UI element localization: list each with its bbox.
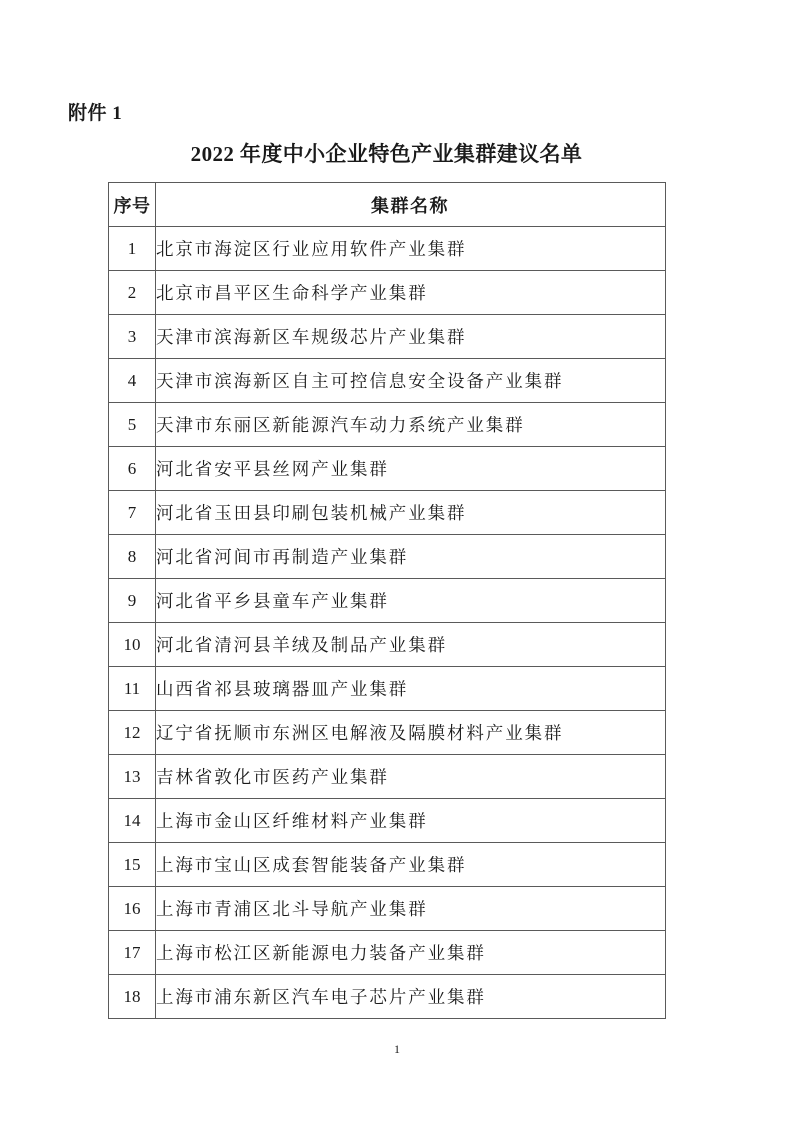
row-number: 16 [123, 898, 141, 918]
cluster-name: 北京市昌平区生命科学产业集群 [156, 282, 428, 303]
table-row [109, 711, 666, 755]
cluster-name-cell [156, 227, 666, 271]
table-row [109, 491, 666, 535]
cluster-name-cell [156, 755, 666, 799]
cluster-name: 辽宁省抚顺市东洲区电解液及隔膜材料产业集群 [156, 722, 564, 743]
cluster-table [108, 182, 666, 1019]
cluster-name-cell [156, 535, 666, 579]
row-number-cell [109, 711, 156, 755]
table-row [109, 403, 666, 447]
table-body [109, 227, 666, 1019]
row-number: 3 [127, 326, 137, 346]
cluster-name-cell [156, 579, 666, 623]
row-number-cell [109, 535, 156, 579]
table-row [109, 623, 666, 667]
cluster-name: 吉林省敦化市医药产业集群 [156, 766, 389, 787]
table-row [109, 755, 666, 799]
row-number: 18 [123, 986, 141, 1006]
cluster-name: 河北省平乡县童车产业集群 [156, 590, 389, 611]
row-number-cell [109, 931, 156, 975]
table-row [109, 887, 666, 931]
row-number-cell [109, 975, 156, 1019]
column-header-name [156, 183, 666, 227]
cluster-name-cell [156, 931, 666, 975]
row-number-cell [109, 315, 156, 359]
row-number: 15 [123, 854, 141, 874]
cluster-name-cell [156, 623, 666, 667]
table-row [109, 975, 666, 1019]
row-number-cell [109, 623, 156, 667]
table-row [109, 535, 666, 579]
row-number-cell [109, 667, 156, 711]
column-header-no [109, 183, 156, 227]
cluster-name: 河北省安平县丝网产业集群 [156, 458, 389, 479]
row-number: 17 [123, 942, 141, 962]
page-number: 1 [394, 1042, 400, 1056]
row-number-cell [109, 447, 156, 491]
table-row [109, 447, 666, 491]
row-number-cell [109, 271, 156, 315]
table-header [109, 183, 666, 227]
row-number-cell [109, 755, 156, 799]
cluster-name: 天津市滨海新区自主可控信息安全设备产业集群 [156, 370, 564, 391]
cluster-name-cell [156, 403, 666, 447]
row-number-cell [109, 359, 156, 403]
table-row [109, 227, 666, 271]
cluster-name-cell [156, 447, 666, 491]
table-row [109, 799, 666, 843]
table-row [109, 931, 666, 975]
cluster-name: 上海市青浦区北斗导航产业集群 [156, 898, 428, 919]
cluster-name-cell [156, 359, 666, 403]
row-number: 7 [127, 502, 137, 522]
row-number-cell [109, 491, 156, 535]
row-number: 10 [123, 634, 141, 654]
row-number: 14 [123, 810, 141, 830]
cluster-name-cell [156, 799, 666, 843]
page-title: 2022 年度中小企业特色产业集群建议名单 [190, 142, 583, 166]
cluster-name: 上海市浦东新区汽车电子芯片产业集群 [156, 986, 486, 1007]
column-header-name-label: 集群名称 [371, 195, 449, 216]
row-number: 9 [127, 590, 137, 610]
column-header-no-label: 序号 [113, 195, 151, 216]
row-number-cell [109, 227, 156, 271]
cluster-name: 上海市宝山区成套智能装备产业集群 [156, 854, 467, 875]
row-number: 6 [127, 458, 137, 478]
cluster-name: 上海市金山区纤维材料产业集群 [156, 810, 428, 831]
row-number: 5 [127, 414, 137, 434]
row-number: 12 [123, 722, 141, 742]
row-number: 11 [123, 678, 141, 698]
cluster-name: 天津市东丽区新能源汽车动力系统产业集群 [156, 414, 525, 435]
table-row [109, 579, 666, 623]
row-number-cell [109, 799, 156, 843]
table-row [109, 667, 666, 711]
table-row [109, 359, 666, 403]
table-row [109, 843, 666, 887]
row-number: 8 [127, 546, 137, 566]
cluster-name: 山西省祁县玻璃器皿产业集群 [156, 678, 409, 699]
row-number: 2 [127, 282, 137, 302]
row-number-cell [109, 843, 156, 887]
table-header-row [109, 183, 666, 227]
cluster-table-container [108, 182, 665, 1019]
cluster-name: 河北省玉田县印刷包装机械产业集群 [156, 502, 467, 523]
row-number-cell [109, 887, 156, 931]
cluster-name-cell [156, 975, 666, 1019]
row-number: 1 [127, 238, 137, 258]
cluster-name-cell [156, 843, 666, 887]
table-row [109, 315, 666, 359]
row-number: 4 [127, 370, 137, 390]
cluster-name-cell [156, 667, 666, 711]
row-number-cell [109, 579, 156, 623]
cluster-name: 天津市滨海新区车规级芯片产业集群 [156, 326, 467, 347]
cluster-name: 河北省清河县羊绒及制品产业集群 [156, 634, 447, 655]
cluster-name: 上海市松江区新能源电力装备产业集群 [156, 942, 486, 963]
cluster-name-cell [156, 711, 666, 755]
cluster-name: 北京市海淀区行业应用软件产业集群 [156, 238, 467, 259]
cluster-name-cell [156, 491, 666, 535]
row-number-cell [109, 403, 156, 447]
table-row [109, 271, 666, 315]
cluster-name-cell [156, 271, 666, 315]
cluster-name-cell [156, 887, 666, 931]
attachment-label: 附件 1 [68, 103, 123, 124]
row-number: 13 [123, 766, 141, 786]
cluster-name-cell [156, 315, 666, 359]
cluster-name: 河北省河间市再制造产业集群 [156, 546, 409, 567]
